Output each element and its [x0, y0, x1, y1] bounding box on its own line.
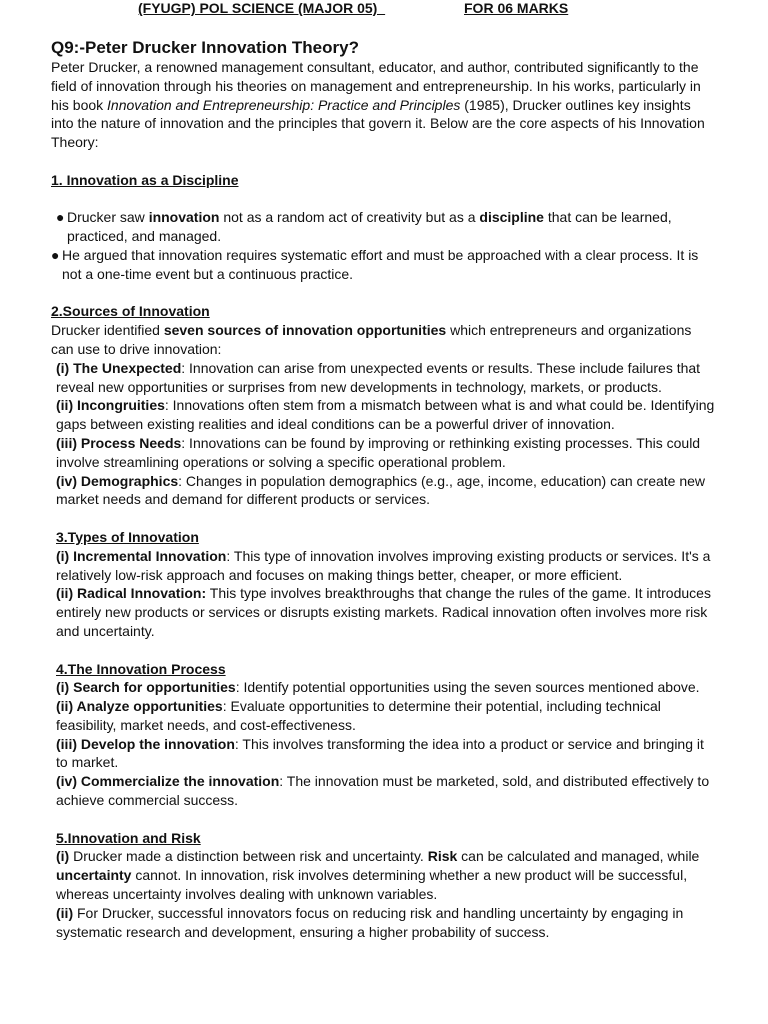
list-item	[56, 359, 715, 397]
bullet-item	[51, 208, 715, 246]
section-heading-3: 3.Types of Innovation	[56, 528, 199, 545]
section-text: which entrepreneurs and organizations can use to drive innovation:	[51, 322, 692, 357]
section-text: Drucker identified	[51, 322, 164, 339]
item-label: (ii) Radical Innovation:	[56, 585, 207, 602]
bullet-text: He argued that innovation requires systematic effort and must be approached with a clear process. It is not a one-time event but a continuous practice.	[62, 246, 699, 282]
course-label: (FYUGP) POL SCIENCE (MAJOR 05)	[138, 0, 386, 16]
bold-term: discipline	[479, 209, 544, 226]
item-text: : Changes in population demographics (e.g., age, income, education) can create new market needs and demand for different products or services.	[56, 472, 706, 508]
section-heading-2: 2.Sources of Innovation	[51, 303, 210, 320]
list-item	[56, 735, 715, 773]
bold-term: Risk	[427, 848, 458, 865]
bullet-item	[51, 246, 715, 284]
item-text: : This involves transforming the idea into a product or service and bringing it to market.	[56, 735, 704, 771]
item-text: This type involves breakthroughs that change the rules of the game. It introduces entirely new products or services or disrupts existing markets. Radical innovation often involves more risk and uncertainty.	[56, 585, 711, 639]
intro-paragraph	[51, 58, 715, 152]
section-heading-4: 4.The Innovation Process	[56, 660, 226, 677]
item-label: (iii) Develop the innovation	[56, 735, 235, 752]
item-label: (ii) Incongruities	[56, 397, 165, 414]
item-text: can be calculated and managed, while	[457, 848, 700, 865]
bullet-icon: ●	[51, 246, 60, 263]
list-item	[56, 772, 715, 810]
item-text: : Evaluate opportunities to determine their potential, including technical feasibility, market needs, and cost-effectiveness.	[56, 698, 661, 733]
list-item	[56, 584, 715, 640]
section-2-list	[51, 359, 715, 509]
item-text: : The innovation must be marketed, sold, and distributed effectively to achieve commercial success.	[56, 773, 710, 809]
item-label: (iv) Commercialize the innovation	[56, 773, 280, 790]
document-body	[51, 38, 715, 941]
item-text: : Innovations often stem from a mismatch between what is and what could be. Identifying gaps between existing realities and ideal conditions can be a powerful driver of innovation.	[56, 397, 715, 433]
intro-text-2: (1985), Drucker outlines key insights into the nature of innovation and the principles that govern it. Below are the core aspects of his Innovation Theory:	[51, 96, 705, 151]
marks-label: FOR 06 MARKS	[464, 0, 569, 16]
item-label: (ii)	[56, 904, 74, 921]
section-5	[51, 829, 715, 942]
section-3	[51, 528, 715, 641]
section-heading-5: 5.Innovation and Risk	[56, 829, 201, 846]
item-text: : Identify potential opportunities using the seven sources mentioned above.	[235, 679, 700, 696]
list-item	[56, 396, 715, 434]
section-2-intro	[51, 321, 715, 359]
item-text: : This type of innovation involves improving existing products or services. It's a relatively low-risk approach and focuses on making things better, cheaper, or more efficient.	[56, 547, 711, 583]
item-text: : Innovation can arise from unexpected events or results. These include failures that reveal new opportunities or surprises from new developments in technology, markets, or products.	[56, 359, 701, 395]
question-title: Q9:-Peter Drucker Innovation Theory?	[51, 38, 359, 57]
list-item	[56, 547, 715, 585]
list-item	[56, 697, 715, 735]
item-label: (i) Search for opportunities	[56, 679, 236, 696]
section-4	[51, 660, 715, 810]
bullet-icon: ●	[56, 209, 65, 226]
bullet-text: Drucker saw	[67, 209, 149, 226]
item-label: (i) Incremental Innovation	[56, 547, 227, 564]
item-text: For Drucker, successful innovators focus on reducing risk and handling uncertainty by engaging in systematic research and development, ensuring a higher probability of success.	[56, 904, 684, 940]
bold-term: seven sources of innovation opportunities	[163, 322, 447, 339]
item-label: (iv) Demographics	[56, 472, 179, 489]
bold-term: uncertainty	[56, 867, 132, 884]
page-header	[0, 0, 768, 17]
list-item	[56, 678, 715, 697]
bullet-text: that can be learned, practiced, and managed.	[67, 209, 672, 245]
bullet-text: not as a random act of creativity but as a	[219, 209, 480, 226]
bold-term: innovation	[148, 209, 220, 226]
intro-text-1: Peter Drucker, a renowned management consultant, educator, and author, contributed significantly to the field of innovation through his theories on management and entrepreneurship. In his works, particularly in his book	[51, 59, 701, 113]
book-title: Innovation and Entrepreneurship: Practice and Principles	[107, 96, 461, 113]
item-text: : Innovations can be found by improving or rethinking existing processes. This could involve streamlining operations or solving a specific operational problem.	[56, 434, 701, 470]
item-text: cannot. In innovation, risk involves determining whether a new product will be successful, whereas uncertainty involves dealing with unknown variables.	[56, 867, 688, 903]
item-label: (iii) Process Needs	[56, 434, 182, 451]
section-1-bullets	[51, 208, 715, 283]
list-item	[56, 472, 715, 510]
list-item	[56, 847, 715, 903]
list-item	[56, 434, 715, 472]
section-heading-1: 1. Innovation as a Discipline	[51, 171, 239, 188]
item-label: (i) The Unexpected	[56, 359, 182, 376]
item-label: (i)	[56, 848, 70, 865]
item-text: Drucker made a distinction between risk and uncertainty.	[69, 848, 428, 865]
list-item	[56, 904, 715, 942]
item-label: (ii) Analyze opportunities	[56, 698, 223, 715]
